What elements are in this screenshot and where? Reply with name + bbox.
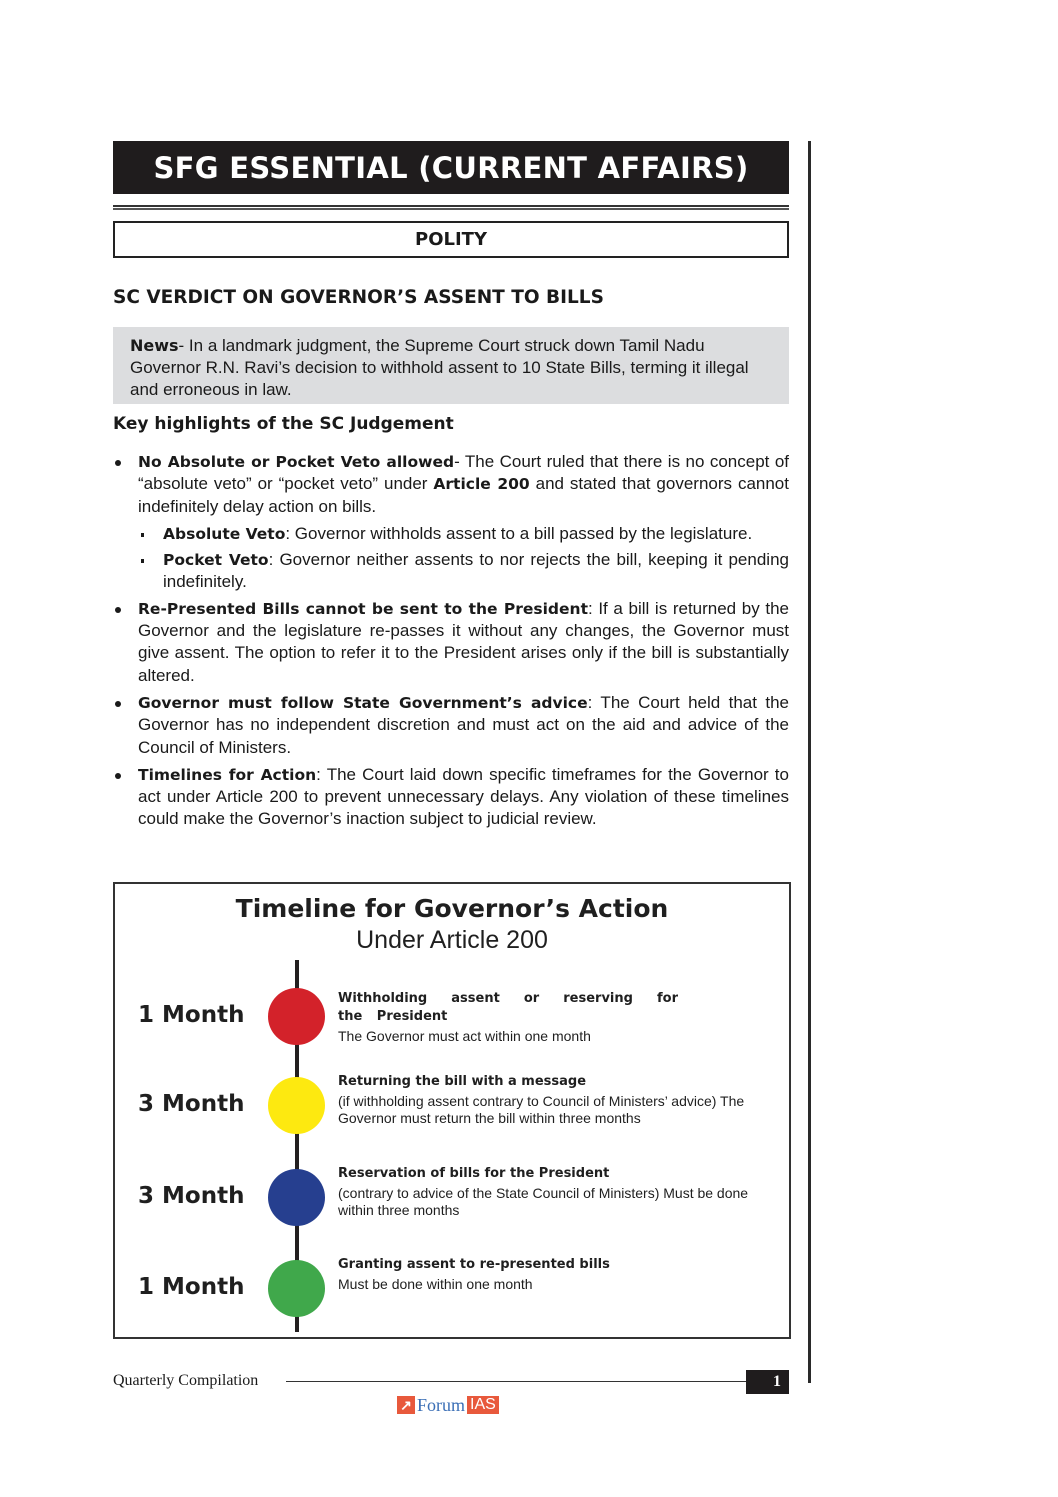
timeline-heading: Granting assent to re-presented bills [338, 1257, 610, 1272]
bullet-icon [115, 460, 121, 466]
yellow-circle-icon [268, 1077, 325, 1134]
timeline-heading: Reservation of bills for the President [338, 1166, 610, 1181]
bullet-icon [115, 701, 121, 707]
banner-title: SFG ESSENTIAL (CURRENT AFFAIRS) [153, 150, 749, 185]
timeline-item [115, 1074, 789, 1137]
list-item [113, 764, 789, 831]
arrow-icon: ↗ [397, 1396, 415, 1414]
timeline-infographic [113, 882, 791, 1339]
square-bullet-icon [141, 533, 144, 537]
bullet-title: Re-Presented Bills cannot be sent to the President [138, 599, 588, 618]
timeline-description: Must be done within one month [338, 1276, 533, 1292]
sub-title: Pocket Veto [163, 551, 269, 570]
page-number-text: 1 [773, 1373, 781, 1390]
timeline-period: 3 Month [138, 1091, 245, 1117]
list-item [113, 692, 789, 759]
page-banner [113, 141, 789, 194]
bullet-text: and stated that governors cannot indefinitely delay action on bills. [138, 474, 789, 516]
sub-text: : Governor withholds assent to a bill passed by the legislature. [285, 523, 753, 543]
bullet-text: - The Court ruled that there is no concept of “absolute veto” or “pocket veto” under [138, 452, 789, 494]
bullet-inline-bold: Article 200 [433, 475, 530, 494]
sub-list-item [113, 523, 789, 545]
list-item [113, 451, 789, 518]
page-number [746, 1370, 789, 1394]
bullet-text: : The Court laid down specific timeframes for the Governor to act under Article 200 to prevent unnecessary delays. Any violation of these timelines could make the Governor’s inaction subject to judicial review. [138, 764, 789, 829]
timeline-description: The Governor must act within one month [338, 1028, 591, 1044]
bullet-icon [115, 607, 121, 613]
footer-label: Quarterly Compilation [113, 1372, 259, 1389]
sub-title: Absolute Veto [163, 524, 286, 543]
footer-rule [286, 1381, 746, 1382]
timeline-title: Timeline for Governor’s Action [235, 894, 669, 923]
bullet-icon [115, 773, 121, 779]
sub-text: : Governor neither assents to nor rejects the bill, keeping it pending indefinitely. [163, 550, 789, 592]
bullet-title: Governor must follow State Government’s advice [138, 693, 588, 712]
blue-circle-icon [268, 1169, 325, 1226]
timeline-item [115, 988, 789, 1048]
divider-line [113, 205, 789, 207]
timeline-period: 3 Month [138, 1183, 245, 1209]
logo-forum-text: Forum [417, 1395, 466, 1415]
timeline-period: 1 Month [138, 1274, 245, 1300]
page-margin-rule [808, 141, 811, 1383]
green-circle-icon [268, 1260, 325, 1317]
sub-list-item [113, 549, 789, 594]
section-title: POLITY [415, 229, 487, 250]
square-bullet-icon [141, 559, 144, 563]
article-title: SC VERDICT ON GOVERNOR’S ASSENT TO BILLS [113, 287, 604, 308]
red-circle-icon [268, 988, 325, 1045]
timeline-heading: Returning the bill with a message [338, 1074, 587, 1089]
divider-line [113, 208, 789, 210]
news-text: - In a landmark judgment, the Supreme Court struck down Tamil Nadu Governor R.N. Ravi’s decision to withhold assent to 10 State Bills, terming it illegal and erroneous in law. [130, 336, 749, 399]
timeline-period: 1 Month [138, 1002, 245, 1028]
timeline-description: (contrary to advice of the State Council of Ministers) Must be done within three months [338, 1185, 749, 1218]
logo-ias-text: IAS [467, 1396, 499, 1414]
highlights-heading: Key highlights of the SC Judgement [113, 414, 454, 434]
bullet-title: No Absolute or Pocket Veto allowed [138, 453, 455, 471]
news-box [113, 327, 789, 404]
timeline-item [115, 1166, 789, 1229]
timeline-subtitle: Under Article 200 [356, 926, 548, 954]
highlights-list [113, 451, 789, 836]
bullet-text: : The Court held that the Governor has no independent discretion and must act on the aid and advice of the Council of Ministers. [138, 692, 790, 757]
timeline-item [115, 1257, 789, 1320]
news-label: News [130, 336, 179, 355]
forumias-logo [397, 1396, 499, 1414]
timeline-heading: Withholding assent or reserving for the President [338, 991, 678, 1024]
timeline-description: (if withholding assent contrary to Council of Ministers’ advice) The Governor must return the bill within three months [338, 1093, 745, 1126]
bullet-text: : If a bill is returned by the Governor and the legislature re-passes it without any changes, the Governor must give assent. The option to refer it to the President arises only if the bill is substantially altered. [138, 598, 789, 685]
list-item [113, 598, 789, 687]
bullet-title: Timelines for Action [138, 765, 317, 784]
section-heading-box [113, 221, 789, 258]
